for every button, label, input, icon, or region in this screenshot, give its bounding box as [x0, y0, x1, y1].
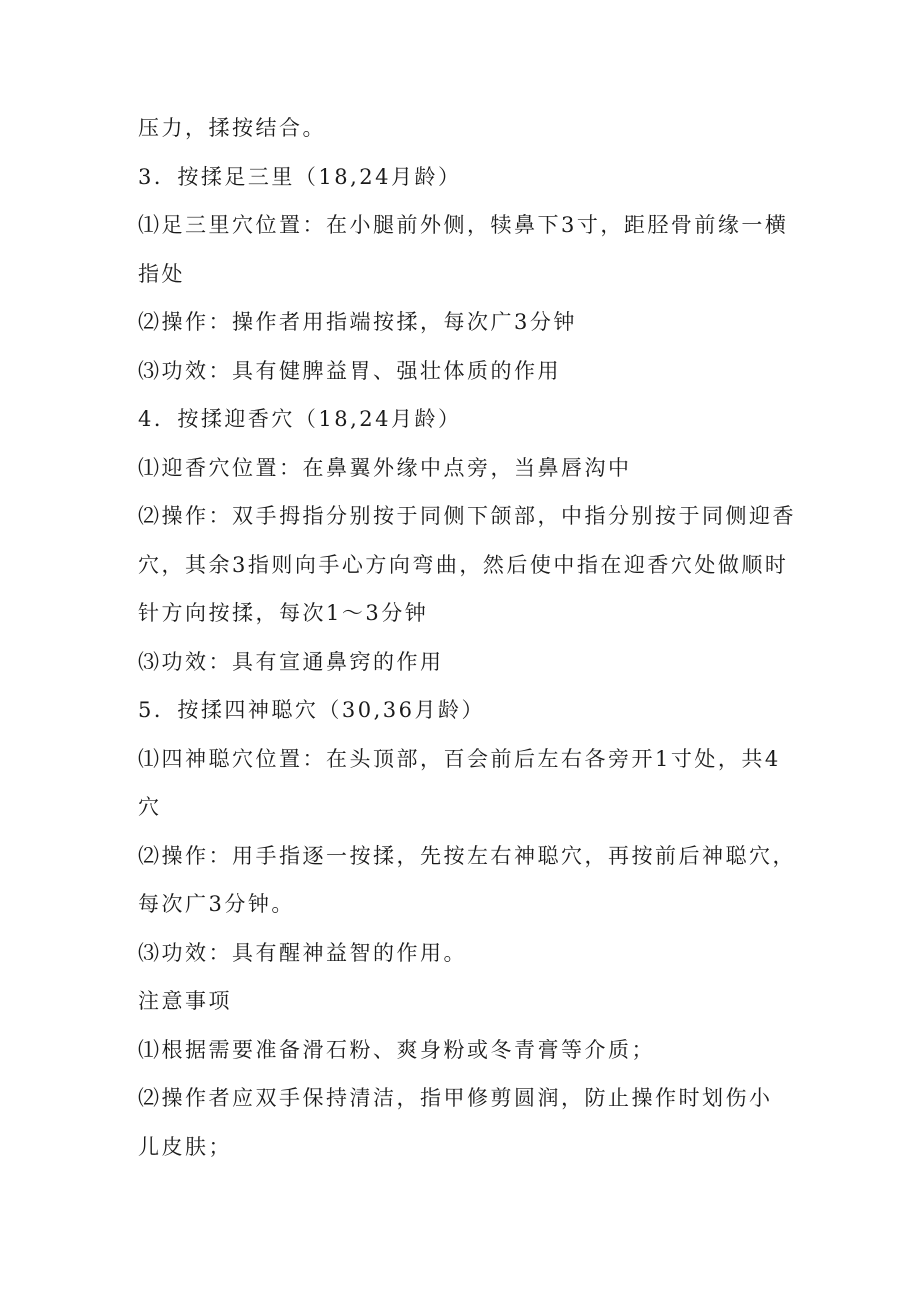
text-line: 穴，其余3指则向手心方向弯曲，然后使中指在迎香穴处做顺时	[138, 552, 789, 577]
text-line: ⑴迎香穴位置：在鼻翼外缘中点旁，当鼻唇沟中	[138, 455, 632, 480]
text-line: ⑴根据需要准备滑石粉、爽身粉或冬青膏等介质；	[138, 1037, 655, 1062]
document-body	[138, 104, 798, 1171]
section-heading: 5．按揉四神聪穴（30,36月龄）	[138, 698, 485, 722]
text-line: ⑶功效：具有宣通鼻窍的作用	[138, 649, 444, 674]
section-heading: 注意事项	[138, 989, 232, 1013]
text-line: ⑵操作：用手指逐一按揉，先按左右神聪穴，再按前后神聪穴，	[138, 843, 796, 868]
text-line: ⑵操作者应双手保持清洁，指甲修剪圆润，防止操作时划伤小	[138, 1086, 773, 1110]
text-line: 穴	[138, 795, 162, 819]
text-line: ⑶功效：具有醒神益智的作用。	[138, 940, 467, 965]
text-line: 儿皮肤；	[138, 1134, 232, 1159]
section-heading: 4．按揉迎香穴（18,24月龄）	[138, 407, 462, 431]
text-line: ⑵操作：双手拇指分别按于同侧下颌部，中指分别按于同侧迎香	[138, 504, 796, 528]
text-line: 压力，揉按结合。	[138, 116, 326, 140]
text-line: 指处	[138, 261, 185, 286]
section-heading: 3．按揉足三里（18,24月龄）	[138, 164, 462, 189]
text-line: ⑶功效：具有健脾益胃、强壮体质的作用	[138, 358, 561, 383]
text-line: 针方向按揉，每次1～3分钟	[138, 601, 429, 625]
text-line: ⑵操作：操作者用指端按揉，每次广3分钟	[138, 310, 577, 334]
text-line: 每次广3分钟。	[138, 892, 295, 916]
text-line: ⑴四神聪穴位置：在头顶部，百会前后左右各旁开1寸处，共4	[138, 746, 781, 771]
text-line: ⑴足三里穴位置：在小腿前外侧，犊鼻下3寸，距胫骨前缘一横	[138, 213, 789, 237]
